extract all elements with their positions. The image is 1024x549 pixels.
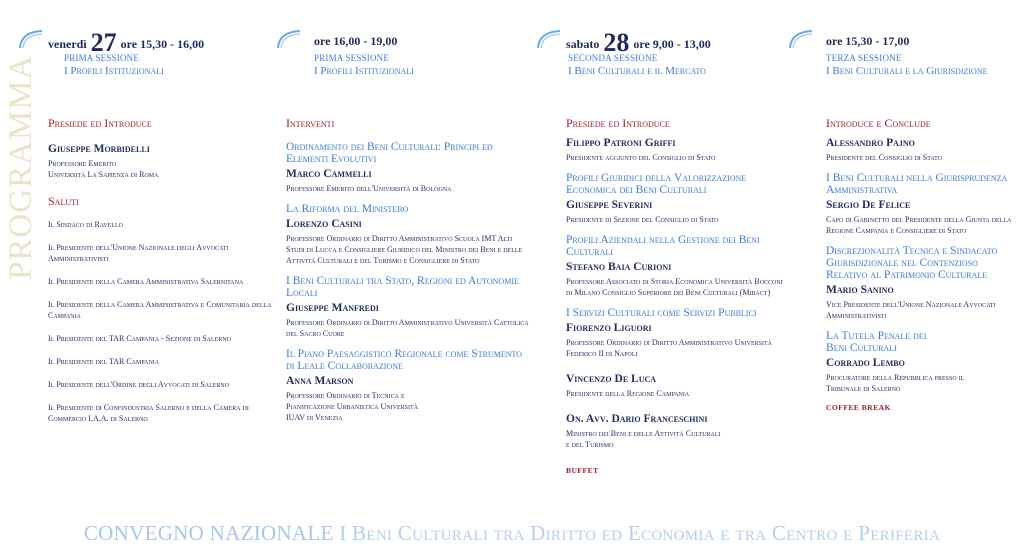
list-item: Il Presidente dell'Unione Nazionale degli Avvocati Amministrativisti xyxy=(48,243,229,263)
speaker-name: Giuseppe Manfredi xyxy=(286,302,379,314)
talk-title: Discrezionalità Tecnica e Sindacato Giurisdizionale nel Contenzioso Relativo al Patrimonio Culturale xyxy=(826,245,998,281)
speaker-name: Giuseppe Severini xyxy=(566,199,653,211)
speaker-role: Presidente aggiunto del Consiglio di Stato xyxy=(566,153,716,162)
speaker-name: Giuseppe Morbidelli xyxy=(48,143,150,155)
list-item: Il Presidente della Camera Amministrativa e Comunitaria della Campania xyxy=(48,300,272,320)
date-heading xyxy=(314,34,397,52)
day-number: 27 xyxy=(90,28,117,57)
arc-ornament-icon xyxy=(18,28,44,50)
day-label: sabato xyxy=(566,37,600,51)
session-title: I Beni Culturali e la Giurisdizione xyxy=(826,65,988,77)
talk-title: I Servizi Culturali come Servizi Pubblici xyxy=(566,307,757,319)
speaker-name: Anna Marson xyxy=(286,375,354,387)
section-heading: Presiede ed Introduce xyxy=(48,116,152,130)
session-number: SECONDA SESSIONE xyxy=(568,53,658,63)
talk-title: I Beni Culturali nella Giurisprudenza Amministrativa xyxy=(826,172,1008,196)
speaker-name: Filippo Patroni Griffi xyxy=(566,137,676,149)
session-number: PRIMA SESSIONE xyxy=(64,53,140,63)
session-title: I Profili Istituzionali xyxy=(64,65,164,77)
section-heading: Presiede ed Introduce xyxy=(566,116,670,130)
talk-title: Profili Aziendali nella Gestione dei Beni Culturali xyxy=(566,234,760,258)
time-label: ore 15,30 - 17,00 xyxy=(826,34,910,48)
speaker-role: Professore Ordinario di Diritto Amministrativo Università Federico II di Napoli xyxy=(566,338,773,358)
list-item: Il Presidente del TAR Campania xyxy=(48,357,160,366)
speaker-name: Stefano Baia Curioni xyxy=(566,261,672,273)
section-heading: Introduce e Conclude xyxy=(826,116,931,130)
list-item: Il Presidente dell'Ordine degli Avvocati di Salerno xyxy=(48,380,230,389)
talk-title: Profili Giuridici della Valorizzazione Economica dei Beni Culturali xyxy=(566,172,747,196)
speaker-name: Sergio De Felice xyxy=(826,199,911,211)
arc-ornament-icon xyxy=(276,28,302,50)
talk-title: La Riforma del Ministero xyxy=(286,203,409,215)
session-content xyxy=(286,116,531,432)
speaker-name: Mario Sanino xyxy=(826,284,894,296)
session-number: PRIMA SESSIONE xyxy=(314,53,390,63)
speaker-name: Corrado Lembo xyxy=(826,357,905,369)
date-heading xyxy=(826,34,909,52)
session-content xyxy=(566,116,788,475)
saluti-list xyxy=(48,219,274,424)
speaker-role: Professore Ordinario di Tecnica e Pianificazione Urbanistica Università IUAV di Venezia xyxy=(286,391,418,422)
buffet-label: BUFFET xyxy=(566,466,599,475)
session-content xyxy=(48,116,274,436)
day-label: venerdì xyxy=(48,37,87,51)
speaker-role: Capo di Gabinetto del Presidente della Giunta della Regione Campania e Consigliere di Stato xyxy=(826,215,1012,235)
speaker-name: Lorenzo Casini xyxy=(286,218,362,230)
speaker-role: Vice Presidente dell'Unione Nazionale Avvocati Amministrativisti xyxy=(826,300,996,320)
talk-title: Il Piano Paesaggistico Regionale come Strumento di Leale Collaborazione xyxy=(286,348,523,372)
day-number: 28 xyxy=(603,28,630,57)
session-title: I Beni Culturali e il Mercato xyxy=(568,65,706,77)
speaker-role: Presidente di Sezione del Consiglio di Stato xyxy=(566,215,719,224)
speaker-name: Alessandro Pajno xyxy=(826,137,915,149)
speaker-name: On. Avv. Dario Franceschini xyxy=(566,413,708,425)
talk-title: Ordinamento dei Beni Culturali: Principi ed Elementi Evolutivi xyxy=(286,141,493,165)
speaker-role: Presidente del Consiglio di Stato xyxy=(826,153,942,162)
footer-banner xyxy=(0,521,1024,546)
programma-vertical-title: PROGRAMMA xyxy=(3,54,39,280)
list-item: Il Presidente del TAR Campania - Sezione di Salerno xyxy=(48,334,231,343)
list-item: Il Sindaco di Ravello xyxy=(48,220,123,229)
speaker-role: Professore Associato di Storia Economica Università Bocconi di Milano Consiglio Superiore dei Beni Culturali (Mibact) xyxy=(566,277,783,297)
talk-title: La Tutela Penale dei Beni Culturali xyxy=(826,330,927,354)
footer-title: I Beni Culturali tra Diritto ed Economia e tra Centro e Periferia xyxy=(339,521,941,545)
session-title: I Profili Istituzionali xyxy=(314,65,414,77)
speaker-role: Presidente della Regione Campania xyxy=(566,389,690,398)
speaker-name: Marco Cammelli xyxy=(286,168,372,180)
speaker-role: Professore Emerito dell'Università di Bologna xyxy=(286,184,452,193)
speaker-role: Professore Ordinario di Diritto Amministrativo Università Cattolica del Sacro Cuore xyxy=(286,318,529,338)
time-label: ore 16,00 - 19,00 xyxy=(314,34,398,48)
time-label: ore 15,30 - 16,00 xyxy=(120,37,205,51)
talk-title: I Beni Culturali tra Stato, Regioni ed Autonomie Locali xyxy=(286,275,519,299)
speaker-role: Ministro dei Beni e delle Attività Culturali e del Turismo xyxy=(566,429,721,449)
speaker-role: Professore Emerito xyxy=(48,159,117,168)
list-item: Il Presidente di Confindustria Salerno e della Camera di Commercio I.A.A. di Salerno xyxy=(48,403,249,423)
section-heading: Interventi xyxy=(286,116,335,130)
speaker-name: Vincenzo De Luca xyxy=(566,373,657,385)
speaker-name: Fiorenzo Liguori xyxy=(566,322,652,334)
time-label: ore 9,00 - 13,00 xyxy=(633,37,711,51)
speaker-role: Procuratore della Repubblica presso il Tribunale di Salerno xyxy=(826,373,965,393)
session-content xyxy=(826,116,1022,412)
arc-ornament-icon xyxy=(536,28,562,50)
footer-convegno: CONVEGNO NAZIONALE xyxy=(83,521,334,545)
speaker-role: Professore Ordinario di Diritto Amministrativo Scuola IMT Alti Studi di Lucca e Consigliere Giuridico del Ministro dei Beni e delle Attività Culturali e del Turismo e Consigliere di Stato xyxy=(286,234,523,265)
speaker-affiliation: Università La Sapienza di Roma xyxy=(48,170,159,179)
coffee-break-label: COFFEE BREAK xyxy=(826,403,891,412)
list-item: Il Presidente della Camera Amministrativa Salernitana xyxy=(48,277,244,286)
session-number: TERZA SESSIONE xyxy=(826,53,902,63)
section-heading: Saluti xyxy=(48,194,79,208)
arc-ornament-icon xyxy=(788,28,814,50)
